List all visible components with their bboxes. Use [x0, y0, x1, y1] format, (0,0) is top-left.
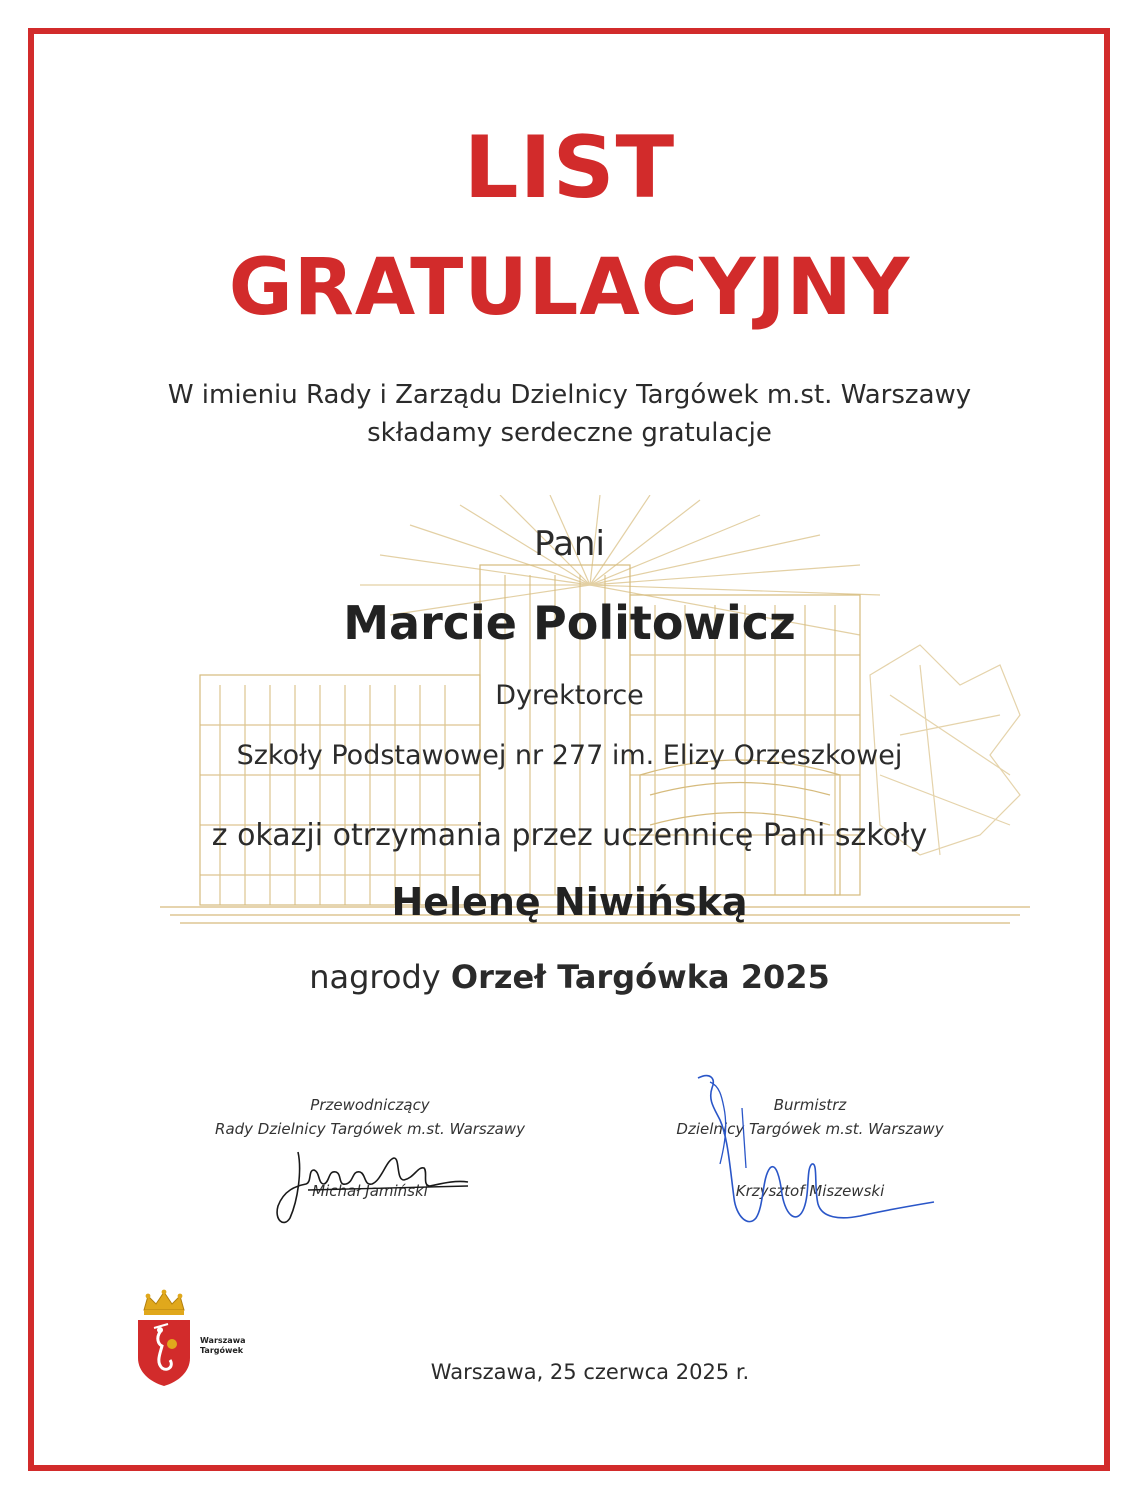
recipient-name: Marcie Politowicz [343, 596, 796, 650]
crest-label [200, 1336, 246, 1356]
intro-line-2: składamy serdeczne gratulacje [367, 418, 772, 448]
issue-date: Warszawa, 25 czerwca 2025 r. [430, 1360, 750, 1384]
title-line-2: GRATULACYJNY [228, 243, 911, 333]
handwritten-signature-left [268, 1140, 478, 1230]
signatory-name: Michał Jamiński [312, 1182, 428, 1200]
handwritten-signature-right [690, 1068, 940, 1238]
salutation: Pani [534, 524, 605, 564]
recipient-role: Dyrektorce [495, 680, 644, 711]
occasion-text: z okazji otrzymania przez uczennicę Pani szkoły [211, 818, 928, 853]
award-prefix: nagrody [309, 958, 441, 996]
signatory-title: Burmistrz [773, 1096, 847, 1114]
intro-line-1: W imieniu Rady i Zarządu Dzielnicy Targówek m.st. Warszawy [167, 380, 972, 410]
school-name: Szkoły Podstawowej nr 277 im. Elizy Orzeszkowej [236, 740, 903, 771]
signatory-organization: Rady Dzielnicy Targówek m.st. Warszawy [215, 1120, 525, 1138]
signatory-name: Krzysztof Miszewski [735, 1182, 885, 1200]
award-line [0, 958, 1139, 996]
crest-label-district: Targówek [200, 1346, 244, 1355]
student-name: Helenę Niwińską [391, 880, 748, 924]
title-line-1: LIST [463, 118, 676, 218]
signatory-organization: Dzielnicy Targówek m.st. Warszawy [676, 1120, 944, 1138]
signatory-title: Przewodniczący [310, 1096, 430, 1114]
crest-label-city: Warszawa [200, 1336, 246, 1345]
award-name: Orzeł Targówka 2025 [450, 958, 830, 996]
